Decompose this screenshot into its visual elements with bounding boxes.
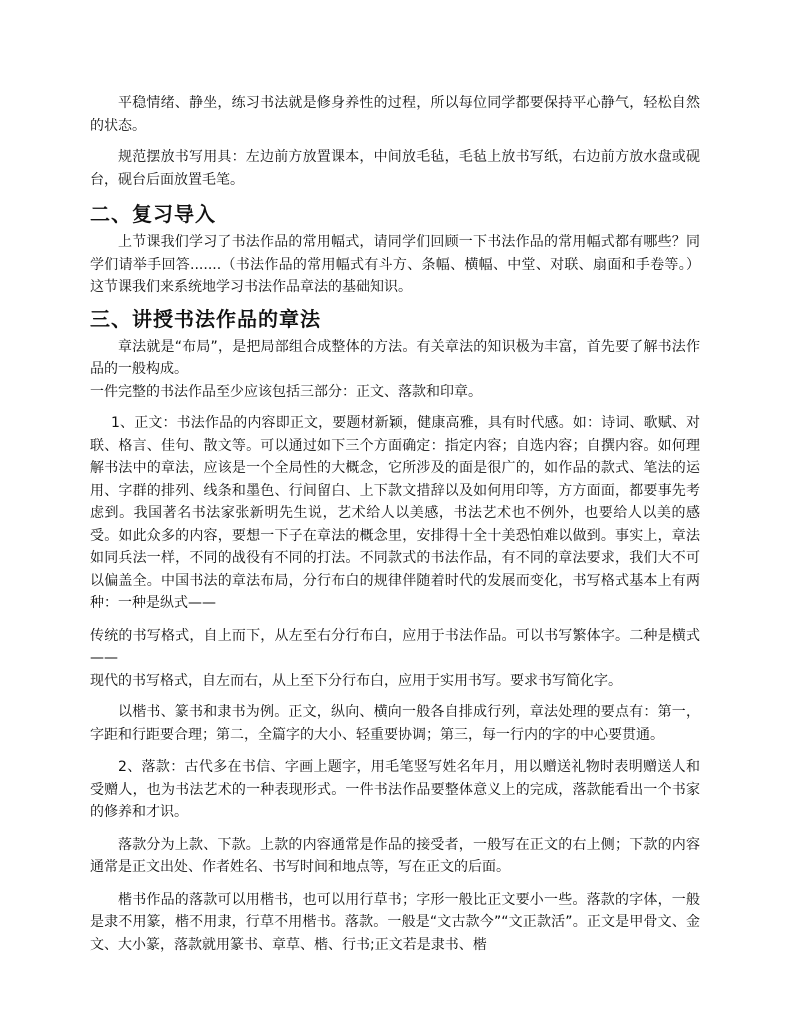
paragraph-mindset: 平稳情绪、静坐，练习书法就是修身养性的过程，所以每位同学都要保持平心静气，轻松自然的状态。: [90, 95, 700, 134]
paragraph-three-parts: 一件完整的书法作品至少应该包括三部分：正文、落款和印章。: [90, 383, 482, 400]
paragraph-inscription-style: 楷书作品的落款可以用楷书，也可以用行草书；字形一般比正文要小一些。落款的字体，一般是隶不用篆，楷不用隶，行草不用楷书。落款。一般是“文古款今”“文正款活”。正文是甲骨文、金文、大小篆，落款就用篆书、章草、楷、行书;正文若是隶书、楷: [90, 891, 700, 953]
heading-teaching: 三、讲授书法作品的章法: [90, 306, 321, 331]
paragraph-inscription-parts: 落款分为上款、下款。上款的内容通常是作品的接受者，一般写在正文的右上侧；下款的内容通常是正文出处、作者姓名、书写时间和地点等，写在正文的后面。: [90, 836, 700, 875]
paragraph-horizontal-format: 现代的书写格式，自左而右，从上至下分行布白，应用于实用书写。要求书写简化字。: [90, 672, 622, 689]
paragraph-inscription: 2、落款：古代多在书信、字画上题字，用毛笔竖写姓名年月，用以赠送礼物时表明赠送人和受赠人，也为书法艺术的一种表现形式。一件书法作品要整体意义上的完成，落款能看出一个书家的修养和才识。: [90, 759, 700, 820]
document-page: [90, 92, 700, 956]
paragraph-tools: 规范摆放书写用具：左边前方放置课本，中间放毛毡，毛毡上放书写纸，右边前方放水盘或砚台，砚台后面放置毛笔。: [90, 149, 700, 188]
paragraph-review: 上节课我们学习了书法作品的常用幅式，请同学们回顾一下书法作品的常用幅式都有哪些？同学们请举手回答.......（书法作品的常用幅式有斗方、条幅、横幅、中堂、对联、扇面和手卷等。）这节课我们来系统地学习书法作品章法的基础知识。: [90, 234, 700, 295]
paragraph-main-text: 1、正文：书法作品的内容即正文，要题材新颖，健康高雅，具有时代感。如：诗词、歌赋、对联、格言、佳句、散文等。可以通过如下三个方面确定：指定内容；自选内容；自撰内容。如何理解书法中的章法，应该是一个全局性的大概念，它所涉及的面是很广的，如作品的款式、笔法的运用、字群的排列、线条和墨色、行间留白、上下款文措辞以及如何用印等，方方面面，都要事先考虑到。我国著名书法家张新明先生说，艺术给人以美感，书法艺术也不例外，也要给人以美的感受。如此众多的内容，要想一下子在章法的概念里，安排得十全十美恐怕难以做到。事实上，章法如同兵法一样，不同的战役有不同的打法。不同款式的书法作品，有不同的章法要求，我们大不可以偏盖全。中国书法的章法布局，分行布白的规律伴随着时代的发展而变化，书写格式基本上有两种：一种是纵式——: [90, 415, 700, 611]
heading-review: 二、复习导入: [90, 202, 216, 226]
paragraph-layout-definition: 章法就是“布局”，是把局部组合成整体的方法。有关章法的知识极为丰富，首先要了解书法作品的一般构成。: [90, 338, 700, 377]
paragraph-vertical-format: 传统的书写格式，自上而下，从左至右分行布白，应用于书法作品。可以书写繁体字。二种是横式——: [90, 627, 700, 666]
paragraph-script-examples: 以楷书、篆书和隶书为例。正文，纵向、横向一般各自排成行列，章法处理的要点有：第一，字距和行距要合理；第二，全篇字的大小、轻重要协调；第三，每一行内的字的中心要贯通。: [90, 704, 700, 743]
